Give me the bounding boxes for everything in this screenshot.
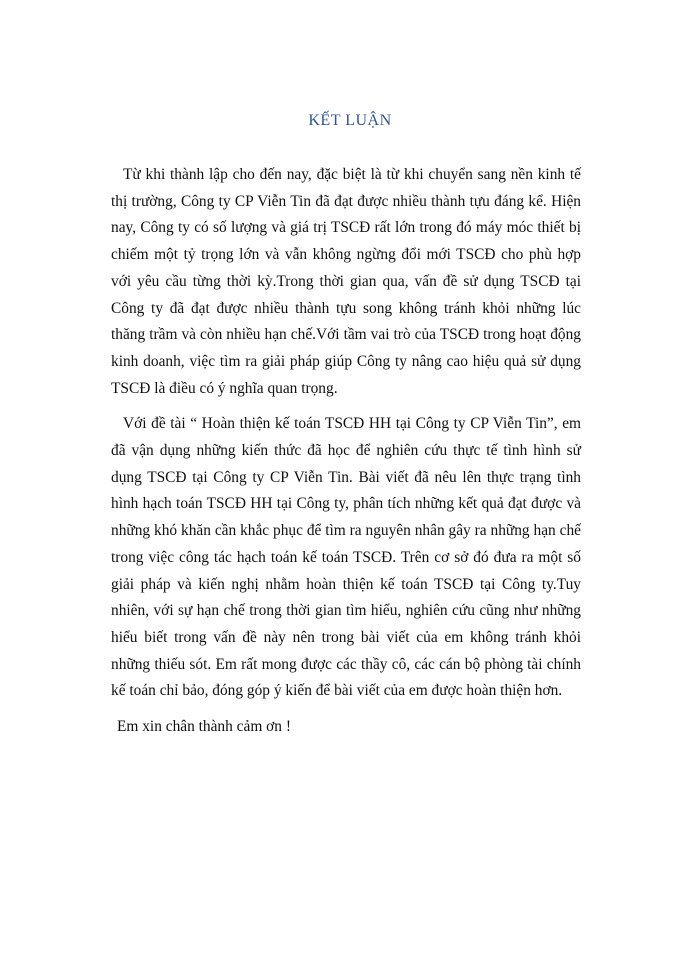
paragraph-intro: Từ khi thành lập cho đến nay, đặc biệt là từ khi chuyển sang nền kinh tế thị trường, Công ty CP Viễn Tin đã đạt được nhiều thành tựu đáng kể. Hiện nay, Công ty có số lượng và giá trị TSCĐ rất lớn trong đó máy móc thiết bị chiếm một tỷ trọng lớn và vẫn không ngừng đổi mới TSCĐ cho phù hợp với yêu cầu từng thời kỳ.Trong thời gian qua, vấn đề sử dụng TSCĐ tại Công ty đã đạt được nhiều thành tựu song không tránh khỏi những lúc thăng trầm và còn nhiều hạn chế.Với tầm vai trò của TSCĐ trong hoạt động kinh doanh, việc tìm ra giải pháp giúp Công ty nâng cao hiệu quả sử dụng TSCĐ là điều có ý nghĩa quan trọng. [111, 166, 581, 397]
paragraph-thanks: Em xin chân thành cảm ơn ! [117, 718, 291, 736]
document-body [111, 162, 581, 750]
paragraph-topic: Với đề tài “ Hoàn thiện kế toán TSCĐ HH tại Công ty CP Viễn Tin”, em đã vận dụng những kiến thức đã học để nghiên cứu thực tế tình hình sử dụng TSCĐ tại Công ty CP Viễn Tin. Bài viết đã nêu lên thực trạng tình hình hạch toán TSCĐ HH tại Công ty, phân tích những kết quả đạt được và những khó khăn cần khắc phục để tìm ra nguyên nhân gây ra những hạn chế trong việc công tác hạch toán kế toán TSCĐ. Trên cơ sở đó đưa ra một số giải pháp và kiến nghị nhằm hoàn thiện kế toán TSCĐ tại Công ty.Tuy nhiên, với sự hạn chế trong thời gian tìm hiểu, nghiên cứu cũng như những hiểu biết trong vấn đề này nên trong bài viết của em không tránh khỏi những thiếu sót. Em rất mong được các thầy cô, các cán bộ phòng tài chính kế toán chỉ bảo, đóng góp ý kiến để bài viết của em được hoàn thiện hơn. [111, 415, 581, 700]
page-title: KẾT LUẬN [308, 112, 392, 129]
